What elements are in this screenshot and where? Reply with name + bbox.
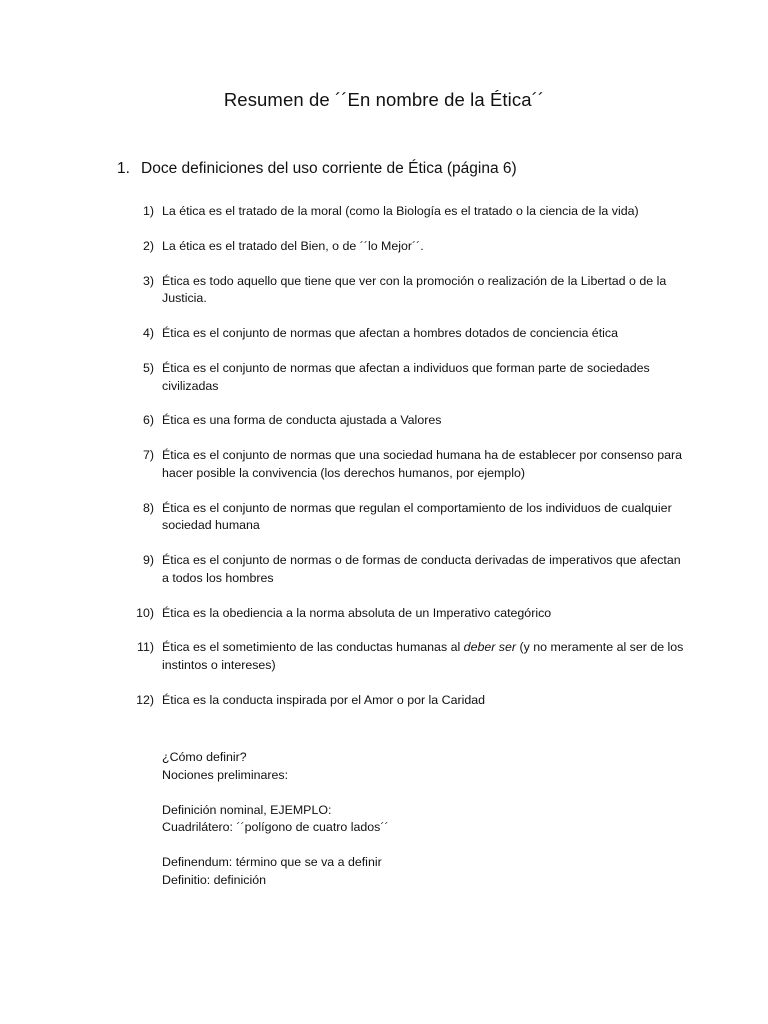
section-heading-text: Doce definiciones del uso corriente de Ética (página 6) (141, 160, 517, 177)
definition-number: 9) (142, 553, 154, 568)
definition-text: Ética es el conjunto de normas que afectan a individuos que forman parte de sociedades civilizadas (162, 361, 650, 393)
definition-number: 3) (142, 273, 154, 288)
definition-item (128, 639, 688, 674)
section-heading (117, 160, 517, 178)
definition-item (128, 360, 688, 395)
definition-text: Ética es el conjunto de normas que afectan a hombres dotados de conciencia ética (162, 326, 618, 341)
notes-spacer (162, 784, 389, 802)
definition-number: 8) (142, 500, 154, 515)
definition-text: Ética es la conducta inspirada por el Amor o por la Caridad (162, 692, 486, 707)
notes-preliminary: Nociones preliminares: (162, 767, 289, 782)
notes-definitio: Definitio: definición (162, 872, 267, 887)
definition-text: Ética es el conjunto de normas que regulan el comportamiento de los individuos de cualquier sociedad humana (162, 500, 672, 533)
definition-number: 5) (142, 361, 154, 376)
definition-number: 10) (136, 605, 154, 620)
definition-text: Ética es todo aquello que tiene que ver con la promoción o realización de la Libertad o de la Justicia. (162, 273, 667, 306)
definition-text: La ética es el tratado del Bien, o de ´´lo Mejor´´. (162, 238, 424, 253)
definition-item (128, 605, 688, 623)
definition-item (128, 500, 688, 535)
definition-text (162, 640, 683, 672)
definition-item (128, 238, 688, 256)
notes-definendum: Definendum: término que se va a definir (162, 855, 382, 869)
section-number: 1. (117, 160, 130, 177)
definition-text: Ética es una forma de conducta ajustada a Valores (162, 413, 442, 428)
definition-item (128, 203, 688, 221)
definition-number: 2) (142, 238, 154, 253)
document-title: Resumen de ´´En nombre de la Ética´´ (223, 89, 545, 110)
definition-number: 4) (142, 326, 154, 341)
definition-number: 7) (142, 448, 154, 463)
definition-number: 6) (142, 413, 154, 428)
definitions-list (128, 203, 688, 727)
notes-question: ¿Cómo definir? (162, 750, 247, 764)
definition-item (128, 447, 688, 482)
definition-item (128, 412, 688, 430)
notes-example: Cuadrilátero: ´´polígono de cuatro lados´´ (162, 820, 389, 834)
definition-item (128, 273, 688, 308)
definition-text: La ética es el tratado de la moral (como la Biología es el tratado o la ciencia de la vida) (162, 204, 639, 218)
notes-block (162, 749, 389, 889)
definition-text-after: (y no meramente al ser de los instintos o intereses) (162, 640, 684, 672)
definition-number: 1) (142, 204, 154, 218)
definition-number: 12) (136, 692, 154, 707)
definition-text-before: Ética es el sometimiento de las conductas humanas al (162, 640, 464, 655)
definition-text: Ética es la obediencia a la norma absoluta de un Imperativo categórico (162, 605, 552, 620)
definition-item (128, 692, 688, 710)
definition-item (128, 552, 688, 587)
definition-item (128, 325, 688, 343)
notes-nominal: Definición nominal, EJEMPLO: (162, 802, 332, 817)
definition-text: Ética es el conjunto de normas o de formas de conducta derivadas de imperativos que afectan a todos los hombres (162, 553, 681, 585)
definition-emphasis: deber ser (463, 640, 517, 655)
definition-text: Ética es el conjunto de normas que una sociedad humana ha de establecer por consenso para hacer posible la convivencia (los derechos humanos, por ejemplo) (162, 448, 683, 480)
definition-number: 11) (137, 640, 154, 655)
notes-spacer (162, 837, 389, 855)
